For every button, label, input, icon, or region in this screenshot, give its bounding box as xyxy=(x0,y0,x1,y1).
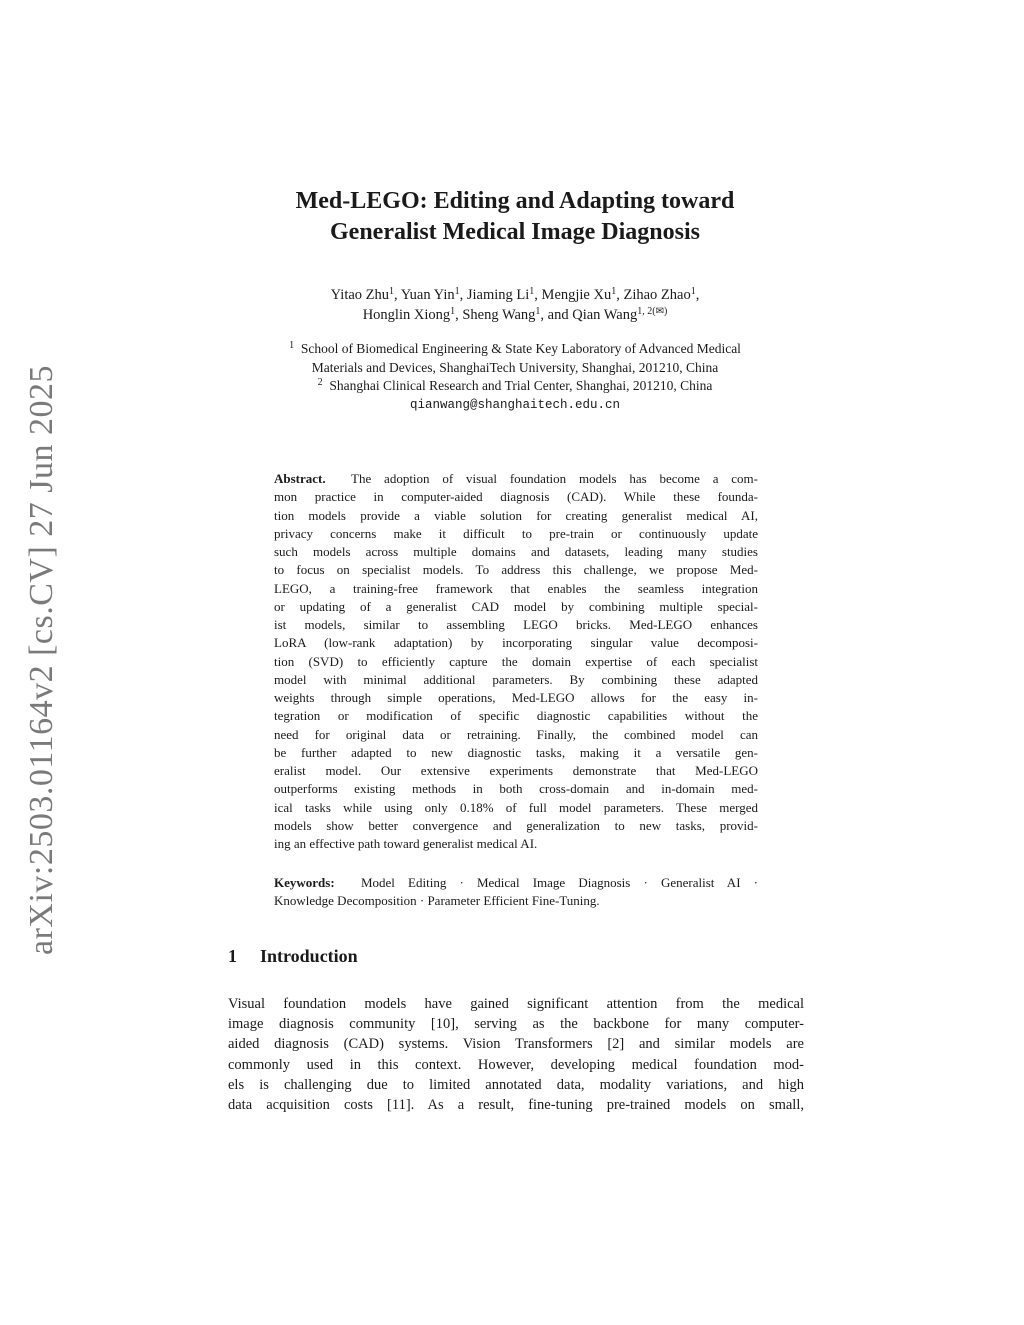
abstract-line: privacy concerns make it difficult to pre-train or continuously update xyxy=(274,525,758,541)
keywords-line xyxy=(274,874,758,892)
author-separator: , xyxy=(455,307,463,323)
abstract-line: ical tasks while using only 0.18% of full model parameters. These merged xyxy=(274,799,758,815)
abstract-line: need for original data or retraining. Finally, the combined model can xyxy=(274,726,758,742)
author-affiliation-mark: 1 xyxy=(535,306,541,317)
abstract-line: to focus on specialist models. To address this challenge, we propose Med- xyxy=(274,562,758,578)
author-affiliation-mark: 1 xyxy=(690,286,696,297)
contact-email[interactable]: qianwang@shanghaitech.edu.cn xyxy=(409,397,621,412)
abstract-line: tion (SVD) to efficiently capture the domain expertise of each specialist xyxy=(274,653,758,669)
author-line xyxy=(200,285,830,305)
author-separator: , xyxy=(534,287,542,303)
affiliation-mark: 1 xyxy=(289,340,295,351)
abstract-line: tion models provide a viable solution for creating generalist medical AI, xyxy=(274,507,758,523)
author-name: Yitao Zhu xyxy=(330,287,390,303)
body-line: commonly used in this context. However, developing medical foundation mod- xyxy=(228,1056,804,1073)
author-name: Jiaming Li xyxy=(466,287,530,303)
author-name: Zihao Zhao xyxy=(623,287,691,303)
affiliation-text: School of Biomedical Engineering & State Key Laboratory of Advanced Medical xyxy=(300,341,741,356)
author-name: Yuan Yin xyxy=(400,287,455,303)
author-affiliation-mark: 1 xyxy=(529,286,535,297)
keywords xyxy=(274,874,758,911)
author-name: Honglin Xiong xyxy=(362,307,451,323)
paper-title xyxy=(200,186,830,248)
abstract-line: outperforms existing methods in both cross-domain and in-domain med- xyxy=(274,781,758,797)
affiliation-mark: 2 xyxy=(317,377,323,388)
author-line xyxy=(200,305,830,325)
body-line: aided diagnosis (CAD) systems. Vision Transformers [2] and similar models are xyxy=(228,1036,804,1053)
author-separator: , and xyxy=(540,307,573,323)
author-separator: , xyxy=(394,287,401,303)
body-line: data acquisition costs [11]. As a result, fine-tuning pre-trained models on small, xyxy=(228,1097,804,1114)
abstract-line: tegration or modification of specific diagnostic capabilities without the xyxy=(274,708,758,724)
body-line: image diagnosis community [10], serving as the backbone for many computer- xyxy=(228,1016,804,1033)
section-title: Introduction xyxy=(260,946,358,966)
author-separator: , xyxy=(695,287,700,303)
abstract-line: LEGO, a training-free framework that enables the seamless integration xyxy=(274,580,758,596)
abstract-line: be further adapted to new diagnostic tasks, making it a versatile gen- xyxy=(274,744,758,760)
section-heading-introduction xyxy=(228,946,358,967)
abstract-line: ing an effective path toward generalist medical AI. xyxy=(274,836,538,851)
affiliation-block xyxy=(200,340,830,414)
affiliation-numbers: 1, 2 xyxy=(637,306,653,317)
introduction-body xyxy=(228,994,804,1115)
body-line: Visual foundation models have gained significant attention from the medical xyxy=(228,996,804,1012)
author-affiliation-mark: 1 xyxy=(389,286,395,297)
author-name: Sheng Wang xyxy=(462,307,536,323)
author-affiliation-mark: 1 xyxy=(454,286,460,297)
author-name: Qian Wang xyxy=(572,307,638,323)
abstract-line: mon practice in computer-aided diagnosis (CAD). While these founda- xyxy=(274,489,758,505)
affiliation-text: Shanghai Clinical Research and Trial Center, Shanghai, 201210, China xyxy=(329,378,713,393)
body-line: els is challenging due to limited annotated data, modality variations, and high xyxy=(228,1076,804,1093)
abstract-line: such models across multiple domains and datasets, leading many studies xyxy=(274,544,758,559)
abstract-line: or updating of a generalist CAD model by combining multiple special- xyxy=(274,598,758,614)
affiliation-line xyxy=(200,340,830,359)
abstract-line: LoRA (low-rank adaptation) by incorporating singular value decomposi- xyxy=(274,635,758,651)
section-number: 1 xyxy=(228,946,237,966)
envelope-icon: (✉) xyxy=(652,306,668,317)
affiliation-line xyxy=(200,377,830,396)
author-affiliation-mark: 1 xyxy=(611,286,617,297)
abstract xyxy=(274,470,758,853)
abstract-line: models show better convergence and generalization to new tasks, provid- xyxy=(274,817,758,833)
abstract-line: ist models, similar to assembling LEGO bricks. Med-LEGO enhances xyxy=(274,617,758,632)
title-line: Med-LEGO: Editing and Adapting toward xyxy=(295,188,735,214)
author-affiliation-mark: 1 xyxy=(450,306,456,317)
keywords-label: Keywords: xyxy=(274,875,335,890)
affiliation-line: Materials and Devices, ShanghaiTech University, Shanghai, 201210, China xyxy=(311,359,719,375)
author-separator: , xyxy=(459,287,467,303)
keywords-line: Knowledge Decomposition · Parameter Efficient Fine-Tuning. xyxy=(274,893,600,909)
abstract-text: The adoption of visual foundation models has become a com- xyxy=(351,471,758,486)
abstract-line: model with minimal additional parameters. By combining these adapted xyxy=(274,671,758,687)
author-affiliation-mark xyxy=(637,306,667,317)
title-line: Generalist Medical Image Diagnosis xyxy=(330,219,700,245)
abstract-label: Abstract. xyxy=(274,471,326,486)
author-name: Mengjie Xu xyxy=(541,287,612,303)
abstract-line: weights through simple operations, Med-LEGO allows for the easy in- xyxy=(274,690,758,705)
abstract-line xyxy=(274,470,758,488)
keywords-text: Model Editing · Medical Image Diagnosis · Generalist AI · xyxy=(360,875,758,890)
author-separator: , xyxy=(616,287,624,303)
author-list xyxy=(200,285,830,325)
abstract-line: eralist model. Our extensive experiments demonstrate that Med-LEGO xyxy=(274,763,758,778)
arxiv-identifier-stamp: arXiv:2503.01164v2 [cs.CV] 27 Jun 2025 xyxy=(23,364,60,956)
